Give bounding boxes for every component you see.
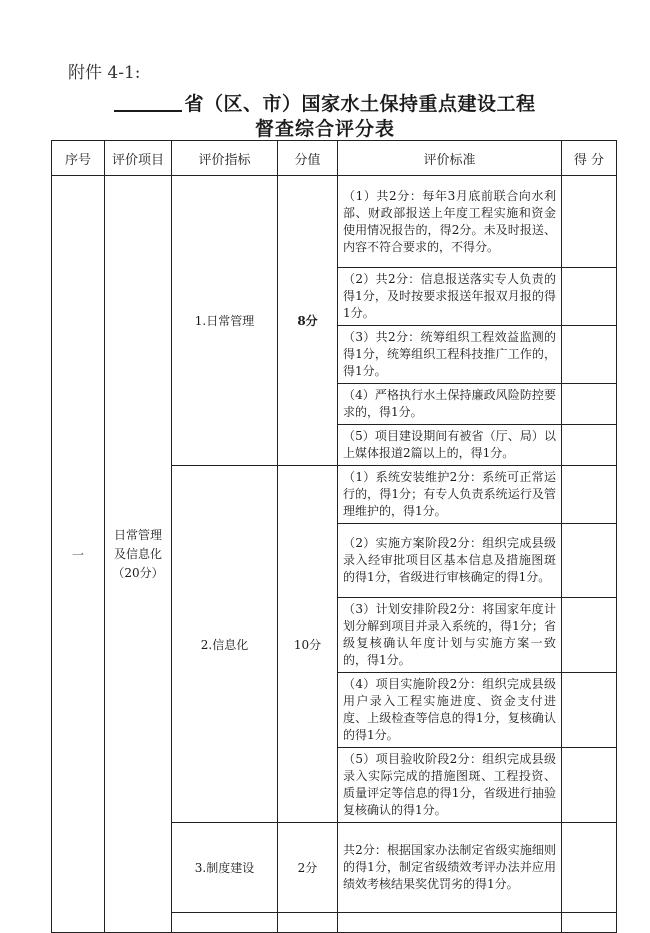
criteria-cell: （1）共2分：每年3月底前联合向水利部、财政部报送上年度工程实施和资金使用情况报告的，得2分。未及时报送、内容不符合要求的，不得分。 [338, 176, 562, 268]
result-cell[interactable] [562, 823, 617, 913]
result-cell[interactable] [562, 384, 617, 425]
indicator-system-building: 3.制度建设 [172, 823, 278, 913]
result-cell[interactable] [562, 524, 617, 598]
criteria-cell: （4）严格执行水土保持廉政风险防控要求的，得1分。 [338, 384, 562, 425]
result-cell[interactable] [562, 466, 617, 524]
criteria-cell: 共2分：根据国家办法制定省级实施细则的得1分，制定省级绩效考评办法并应用绩效考核结果奖优罚劣的得1分。 [338, 823, 562, 913]
result-cell[interactable] [562, 748, 617, 823]
criteria-cell: （2）共2分：信息报送落实专人负责的得1分，及时按要求报送年报双月报的得1分。 [338, 268, 562, 326]
table-row [52, 176, 617, 268]
result-cell[interactable] [562, 176, 617, 268]
result-cell[interactable] [562, 913, 617, 933]
province-blank [114, 94, 182, 112]
indicator-daily-management: 1.日常管理 [172, 176, 278, 466]
score-system-building: 2分 [278, 823, 338, 913]
criteria-cell: （5）项目建设期间有被省（厅、局）以上媒体报道2篇以上的，得1分。 [338, 425, 562, 466]
result-cell[interactable] [562, 673, 617, 748]
project-line: 及信息化 [113, 546, 162, 561]
attachment-label: 附件 4-1: [68, 63, 141, 83]
result-cell[interactable] [562, 268, 617, 326]
title-text-1: 省（区、市）国家水土保持重点建设工程 [184, 93, 536, 115]
seq-cell: 一 [52, 176, 105, 933]
col-header-result: 得 分 [562, 141, 617, 176]
empty-score-cell [278, 913, 338, 933]
criteria-cell: （1）系统安装维护2分：系统可正常运行的，得1分；有专人负责系统运行及管理维护的，得1分。 [338, 466, 562, 524]
empty-indicator-cell [172, 913, 278, 933]
result-cell[interactable] [562, 326, 617, 384]
result-cell[interactable] [562, 598, 617, 673]
project-cell [105, 176, 172, 933]
col-header-seq: 序号 [52, 141, 105, 176]
title-line-2: 督查综合评分表 [254, 118, 395, 140]
result-cell[interactable] [562, 425, 617, 466]
col-header-score: 分值 [278, 141, 338, 176]
criteria-cell: （3）计划安排阶段2分：将国家年度计划分解到项目并录入系统的，得1分；省级复核确认年度计划与实施方案一致的，得1分。 [338, 598, 562, 673]
table-header-row [52, 141, 617, 176]
criteria-cell: （2）实施方案阶段2分：组织完成县级录入经审批项目区基本信息及措施图斑的得1分，省级进行审核确定的得1分。 [338, 524, 562, 598]
score-daily-management: 8分 [278, 176, 338, 466]
project-line: （20分） [112, 565, 164, 580]
score-table [51, 140, 617, 933]
col-header-indicator: 评价指标 [172, 141, 278, 176]
criteria-cell: （4）项目实施阶段2分：组织完成县级用户录入工程实施进度、资金支付进度、上级检查等信息的得1分，复核确认的得1分。 [338, 673, 562, 748]
col-header-criteria: 评价标准 [338, 141, 562, 176]
score-informatization: 10分 [278, 466, 338, 823]
empty-criteria-cell [338, 913, 562, 933]
criteria-cell: （5）项目验收阶段2分：组织完成县级录入实际完成的措施图斑、工程投资、质量评定等信息的得1分，省级进行抽验复核确认的得1分。 [338, 748, 562, 823]
col-header-project: 评价项目 [105, 141, 172, 176]
indicator-informatization: 2.信息化 [172, 466, 278, 823]
project-line: 日常管理 [113, 527, 162, 542]
title-line-1 [0, 89, 650, 116]
criteria-cell: （3）共2分：统筹组织工程效益监测的得1分，统筹组织工程科技推广工作的，得1分。 [338, 326, 562, 384]
